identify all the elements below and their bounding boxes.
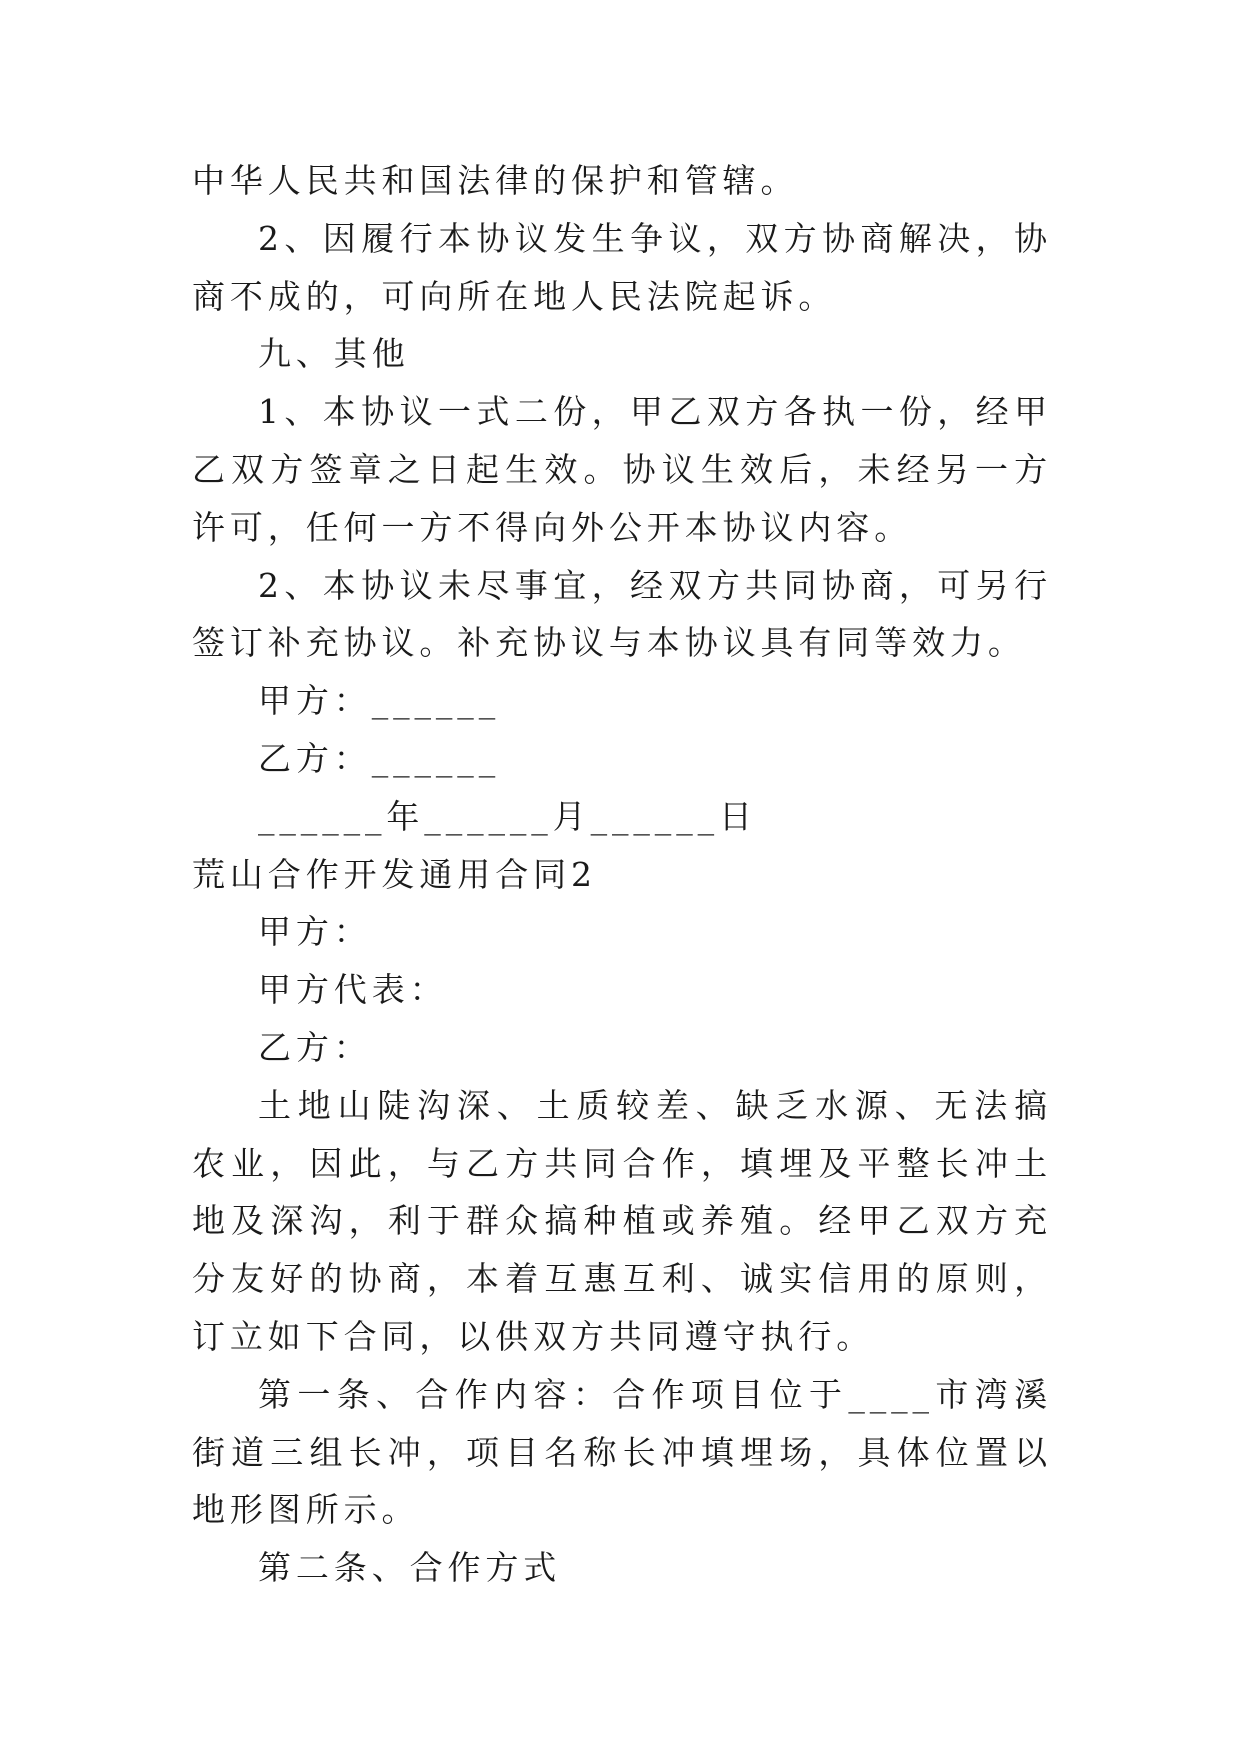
- article-two-heading: 第二条、合作方式: [258, 1548, 562, 1588]
- party-a-representative-field: 甲方代表：: [258, 970, 448, 1010]
- party-b-field: 乙方：: [258, 1027, 372, 1067]
- paragraph-supplementary: 2、本协议未尽事宜，经双方共同协商，可另行签订补充协议。补充协议与本协议具有同等效力。: [192, 565, 1052, 663]
- contract-title: 荒山合作开发通用合同2: [192, 854, 597, 894]
- signature-party-b: 乙方：______: [258, 738, 501, 778]
- article-one-content: 第一条、合作内容：合作项目位于____市湾溪街道三组长冲，项目名称长冲填埋场，具体位置以地形图所示。: [192, 1374, 1052, 1530]
- paragraph-preamble: 土地山陡沟深、土质较差、缺乏水源、无法搞农业，因此，与乙方共同合作，填埋及平整长冲土地及深沟，利于群众搞种植或养殖。经甲乙双方充分友好的协商，本着互惠互利、诚实信用的原则，订立如下合同，以供双方共同遵守执行。: [192, 1085, 1052, 1356]
- paragraph-dispute-resolution: 2、因履行本协议发生争议，双方协商解决，协商不成的，可向所在地人民法院起诉。: [192, 218, 1052, 316]
- party-a-field: 甲方：: [258, 912, 372, 952]
- document-page: [192, 152, 1052, 1597]
- paragraph-law-protection: 中华人民共和国法律的保护和管辖。: [192, 161, 799, 200]
- section-heading-other: 九、其他: [258, 334, 410, 374]
- paragraph-copies-effect: 1、本协议一式二份，甲乙双方各执一份，经甲乙双方签章之日起生效。协议生效后，未经另一方许可，任何一方不得向外公开本协议内容。: [192, 392, 1052, 547]
- signature-party-a: 甲方：______: [258, 681, 501, 721]
- signature-date: ______年______月______日: [258, 796, 757, 836]
